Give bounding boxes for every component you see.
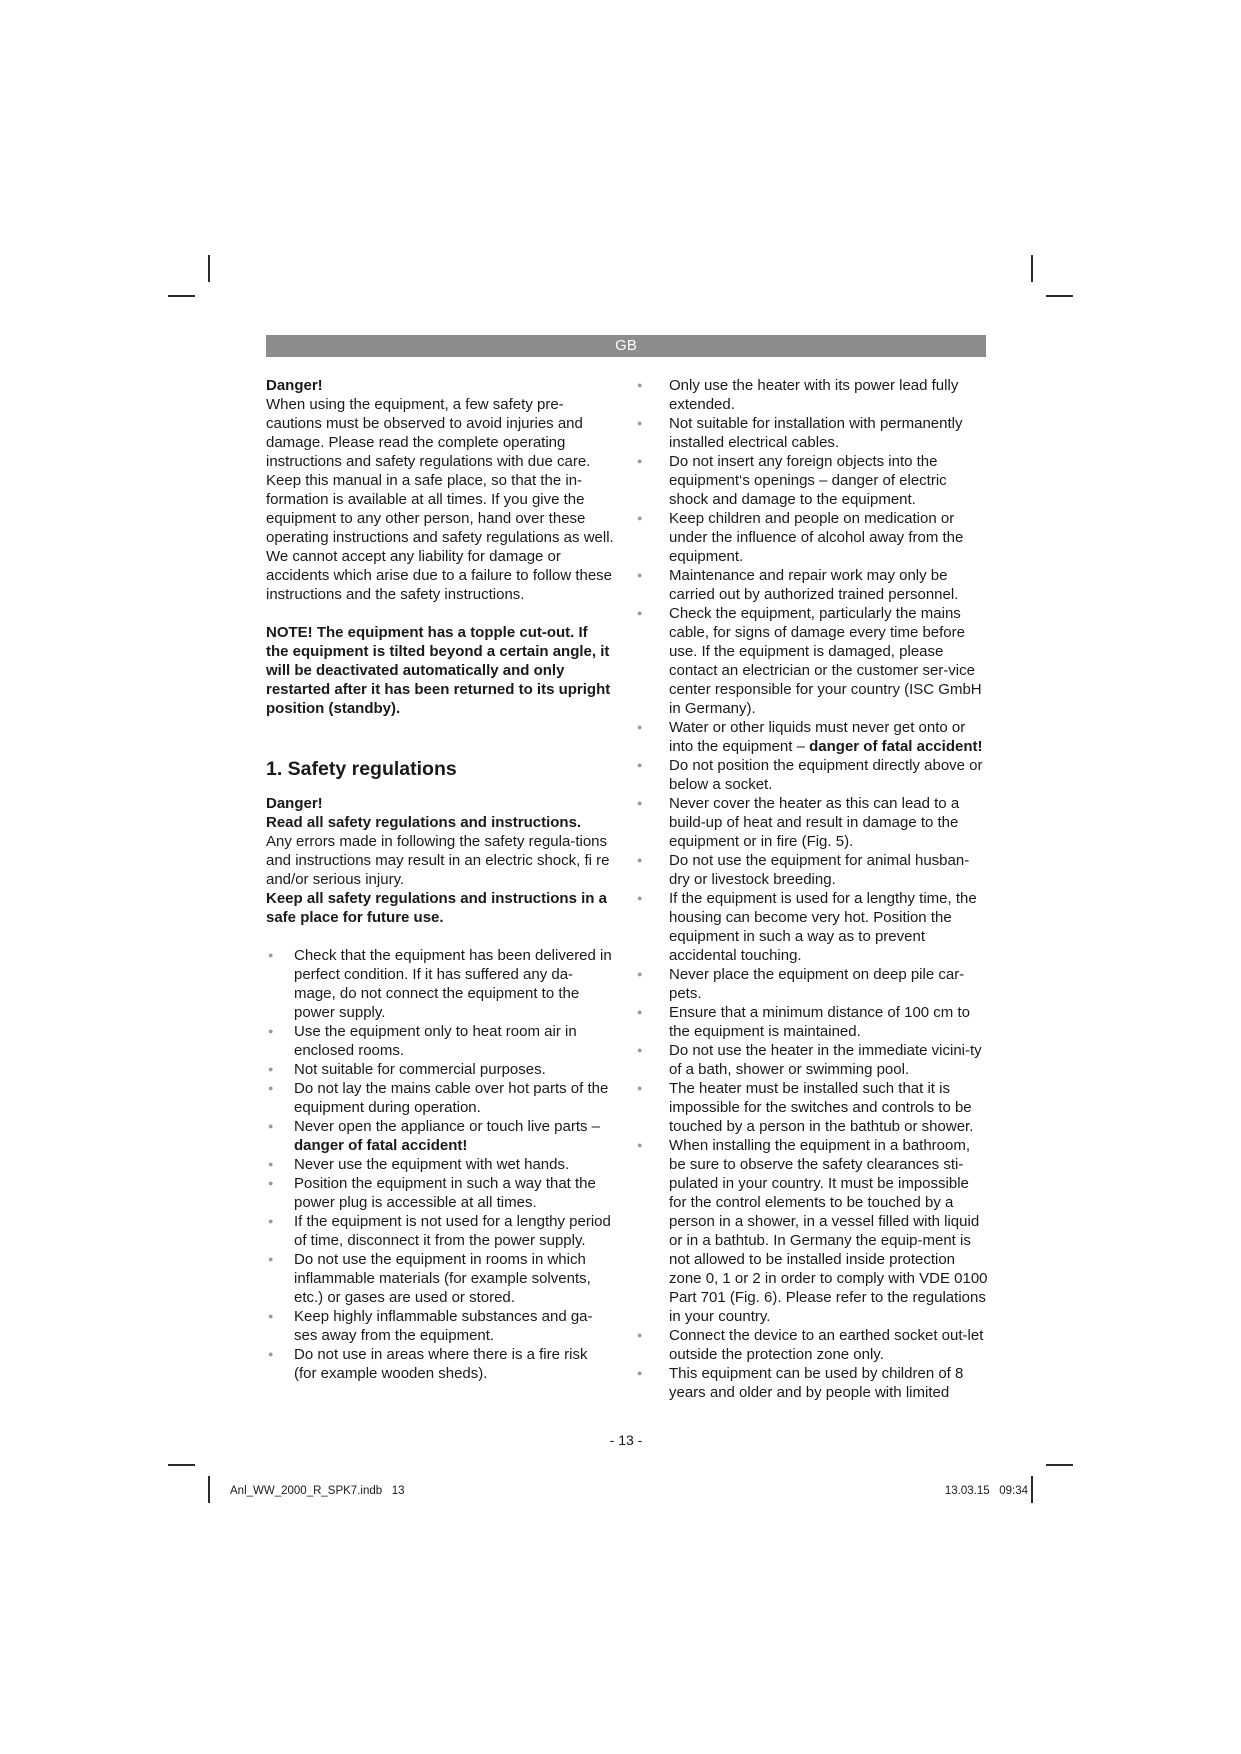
list-item: ● Do not use in areas where there is a fire risk (for example wooden sheds). — [266, 1345, 614, 1383]
crop-mark — [1031, 1476, 1033, 1503]
list-item: ● Do not insert any foreign objects into the equipment‘s openings – danger of electric shock and damage to the equipment. — [637, 452, 989, 509]
crop-mark — [1031, 255, 1033, 282]
list-item: ● Do not use the equipment for animal husban-dry or livestock breeding. — [637, 851, 989, 889]
list-item: ● Never use the equipment with wet hands. — [266, 1155, 614, 1174]
danger-intro-title: Danger! — [266, 377, 323, 394]
list-item: ● Not suitable for installation with permanently installed electrical cables. — [637, 414, 989, 452]
list-item: ● Check that the equipment has been delivered in perfect condition. If it has suffered any da-mage, do not connect the equipment to the power supply. — [266, 946, 614, 1022]
right-column — [637, 376, 989, 1402]
list-item: ● Keep highly inflammable substances and ga-ses away from the equipment. — [266, 1307, 614, 1345]
crop-mark — [168, 1464, 195, 1466]
list-item: ● Keep children and people on medication or under the influence of alcohol away from the equipment. — [637, 509, 989, 566]
list-item: ● The heater must be installed such that it is impossible for the switches and controls to be touched by a person in the bathtub or shower. — [637, 1079, 989, 1136]
crop-mark — [208, 255, 210, 282]
list-item-bold: danger of fatal accident! — [294, 1137, 468, 1154]
danger-intro-body: When using the equipment, a few safety pre-cautions must be observed to avoid injuries and damage. Please read the complete operating instructions and safety regulations with due care. Keep this manual in a safe place, so that the in-formation is available at all times. If you give the equipment to any other person, hand over these operating instructions and safety regulations as well. We cannot accept any liability for damage or accidents which arise due to a failure to follow these instructions and the safety instructions. — [266, 396, 614, 603]
list-item-text: Never open the appliance or touch live parts – — [294, 1118, 601, 1135]
list-item: ● Ensure that a minimum distance of 100 cm to the equipment is maintained. — [637, 1003, 989, 1041]
list-item: ● Do not lay the mains cable over hot parts of the equipment during operation. — [266, 1079, 614, 1117]
list-item: ● Do not position the equipment directly above or below a socket. — [637, 756, 989, 794]
crop-mark — [168, 295, 195, 297]
crop-mark — [208, 1476, 210, 1503]
list-item: ● Never cover the heater as this can lead to a build-up of heat and result in damage to the equipment or in fire (Fig. 5). — [637, 794, 989, 851]
list-item — [637, 718, 989, 756]
list-item: ● Do not use the heater in the immediate vicini-ty of a bath, shower or swimming pool. — [637, 1041, 989, 1079]
keep-instructions: Keep all safety regulations and instructions in a safe place for future use. — [266, 890, 607, 926]
crop-mark — [1046, 295, 1073, 297]
list-item: ● Never place the equipment on deep pile car-pets. — [637, 965, 989, 1003]
list-item: ● Only use the heater with its power lead fully extended. — [637, 376, 989, 414]
list-item: ● Do not use the equipment in rooms in which inflammable materials (for example solvents, etc.) or gases are used or stored. — [266, 1250, 614, 1307]
left-bullet-list — [266, 946, 614, 1383]
read-all-instructions: Read all safety regulations and instructions. — [266, 814, 582, 831]
list-item: ● Position the equipment in such a way that the power plug is accessible at all times. — [266, 1174, 614, 1212]
list-item: ● Connect the device to an earthed socket out-let outside the protection zone only. — [637, 1326, 989, 1364]
right-bullet-list — [637, 376, 989, 1402]
list-item: ● Maintenance and repair work may only be carried out by authorized trained personnel. — [637, 566, 989, 604]
crop-mark — [1046, 1464, 1073, 1466]
page-number: - 13 - — [609, 1432, 643, 1448]
errors-warning: Any errors made in following the safety regula-tions and instructions may result in an electric shock, fi re and/or serious injury. — [266, 833, 610, 888]
left-column — [266, 376, 614, 1383]
topple-note: NOTE! The equipment has a topple cut-out. If the equipment is tilted beyond a certain angle, it will be deactivated automatically and only restarted after it has been returned to its upright position (standby). — [266, 624, 611, 717]
footer-timestamp: 13.03.15 09:34 — [944, 1485, 1028, 1497]
section-title: 1. Safety regulations — [266, 758, 457, 780]
list-item: ● If the equipment is not used for a lengthy period of time, disconnect it from the power supply. — [266, 1212, 614, 1250]
list-item: ● If the equipment is used for a lengthy time, the housing can become very hot. Position the equipment in such a way as to prevent accidental touching. — [637, 889, 989, 965]
list-item: ● Use the equipment only to heat room air in enclosed rooms. — [266, 1022, 614, 1060]
list-item: ● Not suitable for commercial purposes. — [266, 1060, 614, 1079]
list-item: ● Check the equipment, particularly the mains cable, for signs of damage every time before use. If the equipment is damaged, please contact an electrician or the customer ser-vice center responsible for your country (ISC GmbH in Germany). — [637, 604, 989, 718]
list-item — [266, 1117, 614, 1155]
danger-title: Danger! — [266, 795, 323, 812]
list-item-bold: danger of fatal accident! — [809, 738, 983, 755]
list-item-text: Water or other liquids must never get onto or into the equipment – — [669, 719, 966, 755]
footer-file-name: Anl_WW_2000_R_SPK7.indb 13 — [230, 1485, 405, 1497]
list-item: ● When installing the equipment in a bathroom, be sure to observe the safety clearances sti-pulated in your country. It must be impossible for the control elements to be touched by a person in a shower, in a vessel filled with liquid or in a bathtub. In Germany the equip-ment is not allowed to be installed inside protection zone 0, 1 or 2 in order to comply with VDE 0100 Part 701 (Fig. 6). Please refer to the regulations in your country. — [637, 1136, 989, 1326]
list-item: ● This equipment can be used by children of 8 years and older and by people with limited — [637, 1364, 989, 1402]
language-header-bar: GB — [266, 335, 986, 357]
